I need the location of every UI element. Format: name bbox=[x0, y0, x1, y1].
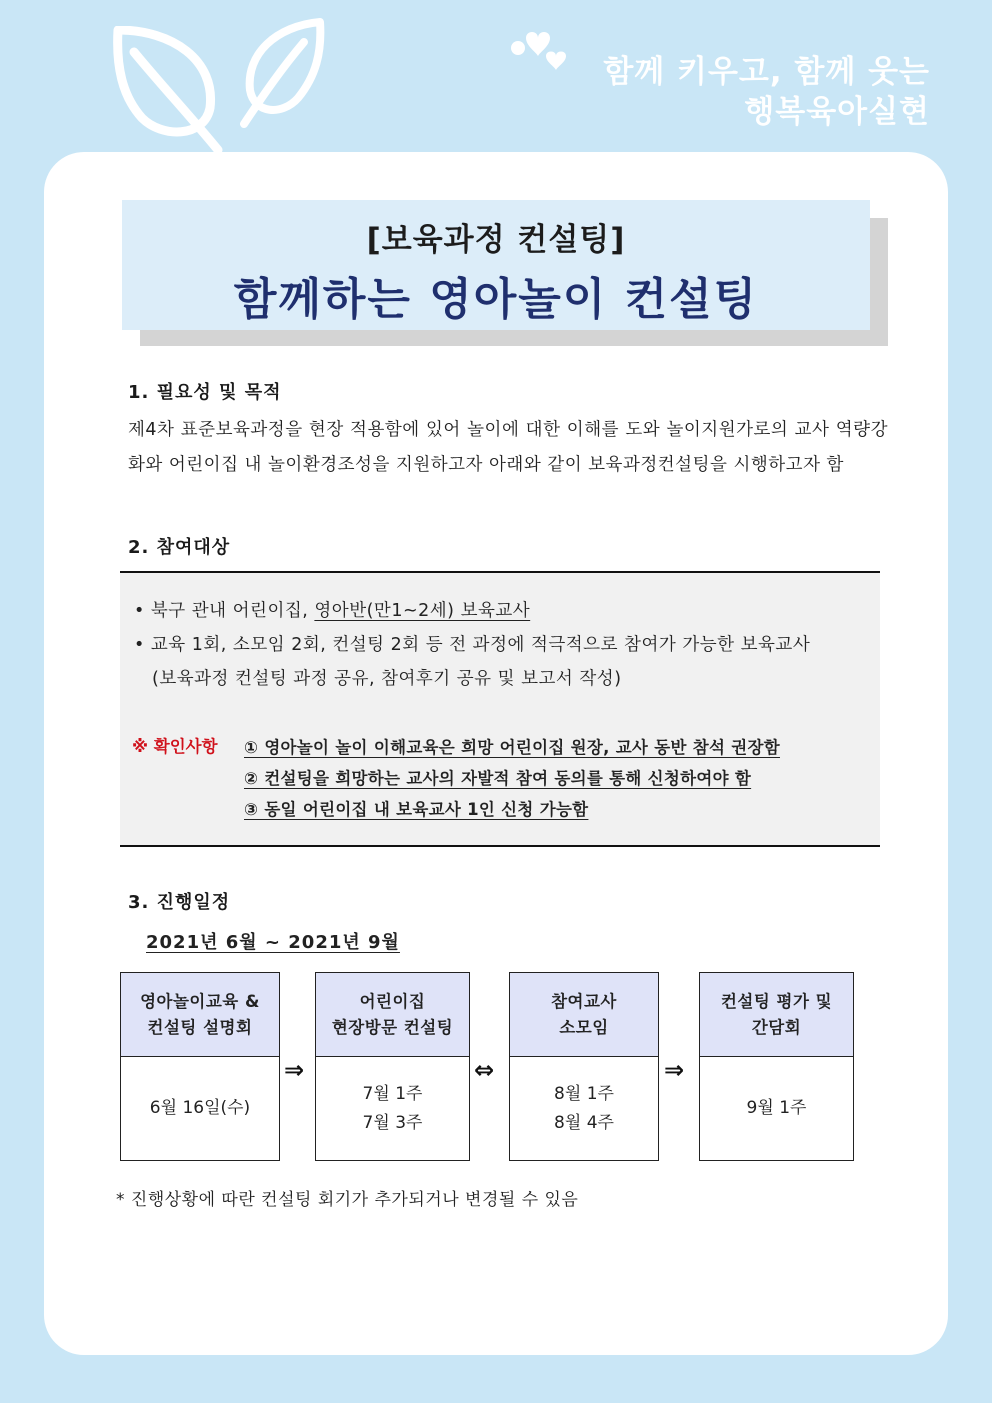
note-label: ※ 확인사항 bbox=[132, 737, 218, 756]
step-2-date-line1: 7월 1주 bbox=[362, 1083, 423, 1104]
step-4-title-line1: 컨설팅 평가 및 bbox=[720, 991, 833, 1011]
step-1-date-line1: 6월 16일(수) bbox=[149, 1098, 251, 1118]
section3-heading: 3. 진행일정 bbox=[128, 892, 231, 913]
step-1-title-line1: 영아놀이교육 & bbox=[140, 991, 260, 1011]
step-1-date bbox=[121, 1057, 279, 1160]
step-4-date-line1: 9월 1주 bbox=[746, 1098, 807, 1118]
step-3-title-line1: 참여교사 bbox=[551, 991, 617, 1011]
step-4-date bbox=[700, 1057, 853, 1160]
bullet-1 bbox=[134, 597, 530, 622]
step-2-title bbox=[316, 973, 469, 1057]
step-3-title bbox=[510, 973, 658, 1057]
target-panel bbox=[120, 571, 880, 847]
step-2-title-line2: 현장방문 컨설팅 bbox=[331, 1017, 454, 1037]
section1-body: 제4차 표준보육과정을 현장 적용함에 있어 놀이에 대한 이해를 도와 놀이지원가로의 교사 역량강화와 어린이집 내 놀이환경조성을 지원하고자 아래와 같이 보육과정컨설팅을 시행하고자 함 bbox=[128, 420, 888, 475]
title-box bbox=[122, 200, 870, 330]
slogan-line1: 함께 키우고, 함께 웃는 bbox=[603, 54, 930, 90]
step-4-title bbox=[700, 973, 853, 1057]
bullet-2-cont: (보육과정 컨설팅 과정 공유, 참여후기 공유 및 보고서 작성) bbox=[152, 669, 622, 689]
step-3-date-line2: 8월 4주 bbox=[554, 1112, 614, 1133]
hearts-icon bbox=[508, 26, 572, 74]
step-3-date-line1: 8월 1주 bbox=[554, 1083, 614, 1104]
section1-heading: 1. 필요성 및 목적 bbox=[128, 382, 282, 403]
step-4 bbox=[699, 972, 854, 1161]
step-3 bbox=[509, 972, 659, 1161]
schedule-period: 2021년 6월 ~ 2021년 9월 bbox=[146, 932, 400, 953]
bullet-2: • 교육 1회, 소모임 2회, 컨설팅 2회 등 전 과정에 적극적으로 참여가 가능한 보육교사 bbox=[134, 635, 811, 655]
title-sub: [보육과정 컨설팅] bbox=[366, 222, 626, 258]
bullet-1-prefix: • 북구 관내 어린이집, bbox=[134, 601, 315, 621]
leaf-icon-right bbox=[236, 18, 326, 130]
step-1 bbox=[120, 972, 280, 1161]
note-item-2: ② 컨설팅을 희망하는 교사의 자발적 참여 동의를 통해 신청하여야 함 bbox=[244, 769, 752, 788]
schedule-footnote: * 진행상황에 따란 컨설팅 회기가 추가되거나 변경될 수 있음 bbox=[116, 1190, 579, 1210]
step-4-title-line2: 간담회 bbox=[751, 1017, 802, 1037]
step-2-date-line2: 7월 3주 bbox=[362, 1112, 423, 1133]
step-3-date bbox=[510, 1057, 658, 1160]
step-1-title-line2: 컨설팅 설명회 bbox=[147, 1017, 253, 1037]
section2-heading: 2. 참여대상 bbox=[128, 537, 231, 558]
step-2-title-line1: 어린이집 bbox=[359, 991, 426, 1011]
step-2-date bbox=[316, 1057, 469, 1160]
page-title: 함께하는 영아놀이 컨설팅 bbox=[233, 274, 759, 325]
arrow-right-icon: ⇒ bbox=[664, 1056, 685, 1084]
leaf-icon-left bbox=[112, 26, 232, 156]
slogan-line2: 행복육아실현 bbox=[744, 94, 930, 130]
note-item-1: ① 영아놀이 놀이 이해교육은 희망 어린이집 원장, 교사 동반 참석 권장함 bbox=[244, 738, 780, 757]
note-item-3: ③ 동일 어린이집 내 보육교사 1인 신청 가능함 bbox=[244, 800, 589, 819]
step-2 bbox=[315, 972, 470, 1161]
arrow-both-icon: ⇔ bbox=[474, 1056, 495, 1084]
bullet-1-underlined: 영아반(만1~2세) 보육교사 bbox=[314, 601, 531, 621]
step-1-title bbox=[121, 973, 279, 1057]
header-slogan bbox=[603, 52, 930, 132]
step-3-title-line2: 소모임 bbox=[559, 1017, 609, 1037]
arrow-right-icon: ⇒ bbox=[284, 1056, 305, 1084]
